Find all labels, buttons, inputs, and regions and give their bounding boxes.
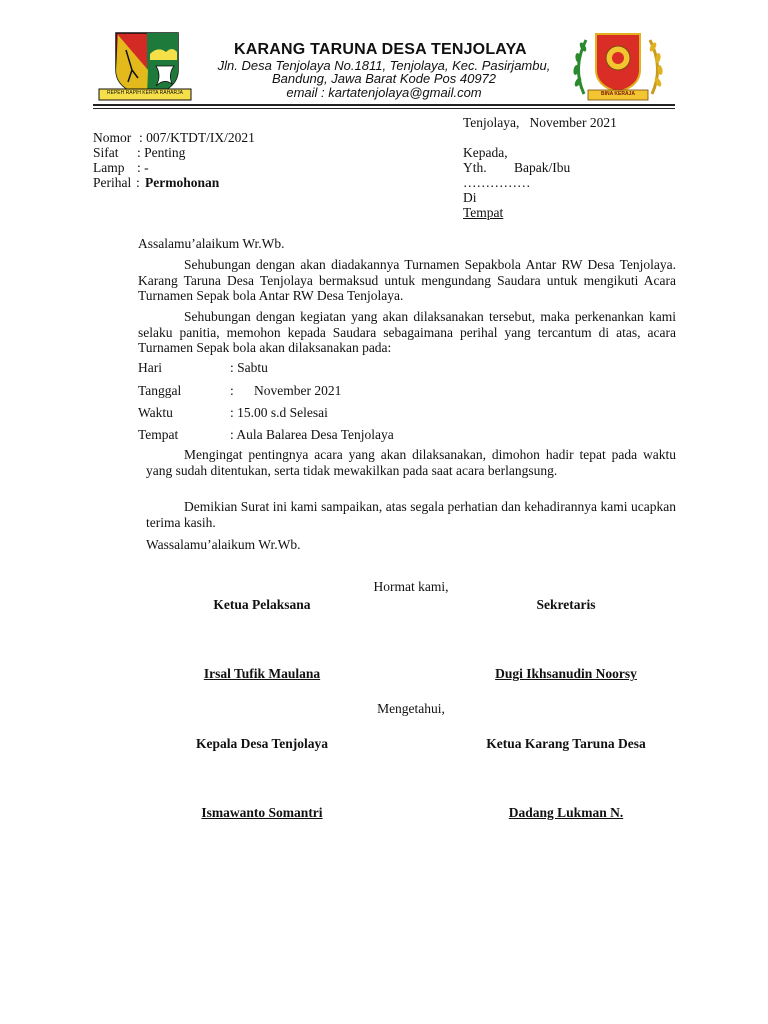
kabupaten-bandung-logo (98, 30, 192, 102)
closing: Wassalamu’alaikum Wr.Wb. (146, 537, 301, 552)
recipient-di: Di (463, 190, 477, 205)
sign-right-name: Dugi Ikhsanudin Noorsy (495, 666, 637, 681)
sign-left-name-2: Ismawanto Somantri (201, 805, 323, 820)
nomor-label: Nomor (93, 130, 132, 145)
address-line-1: Jln. Desa Tenjolaya No.1811, Tenjolaya, Kec. Pasirjambu, (217, 58, 551, 73)
header-rule-thin (93, 108, 675, 109)
hormat-kami: Hormat kami, (373, 579, 449, 594)
mengetahui: Mengetahui, (377, 701, 445, 716)
paragraph-2: Sehubungan dengan kegiatan yang akan dilaksanakan tersebut, maka perkenankan kami selaku panitia, memohon kepada Saudara sebagaimana perihal yang tercantum di atas, acara Turnamen Sepak bola akan dilaksanakan pada: (138, 309, 676, 355)
recipient-kepada: Kepada, (463, 145, 508, 160)
sign-left-name: Irsal Tufik Maulana (203, 666, 321, 681)
sign-left-title: Ketua Pelaksana (213, 597, 311, 612)
sign-right-title: Sekretaris (536, 597, 596, 612)
greeting: Assalamu’alaikum Wr.Wb. (138, 236, 285, 251)
detail-tempat-label: Tempat (138, 427, 179, 442)
detail-waktu-value: : 15.00 s.d Selesai (230, 405, 328, 420)
sifat-value: : Penting (137, 145, 186, 160)
detail-tanggal-value: : November 2021 (230, 383, 342, 398)
perihal-label: Perihal (93, 175, 132, 190)
sign-left-title-2: Kepala Desa Tenjolaya (195, 736, 328, 751)
detail-tempat-value: : Aula Balarea Desa Tenjolaya (230, 427, 394, 442)
recipient-yth: Yth. (463, 160, 487, 175)
recipient-tempat: Tempat (463, 205, 504, 220)
perihal-colon: : (136, 175, 140, 190)
sign-right-name-2: Dadang Lukman N. (508, 805, 624, 820)
detail-hari-label: Hari (138, 360, 162, 375)
address-line-2: Bandung, Jawa Barat Kode Pos 40972 (271, 71, 497, 86)
email-line: email : kartatenjolaya@gmail.com (286, 85, 482, 100)
sign-right-title-2: Ketua Karang Taruna Desa (486, 736, 646, 751)
logo-motto-ribbon: REPEH RAPIH KERTA RAHARJA (107, 90, 183, 96)
org-name: KARANG TARUNA DESA TENJOLAYA (234, 41, 527, 58)
lamp-label: Lamp (93, 160, 125, 175)
header-rule-thick (93, 104, 675, 106)
detail-hari-value: : Sabtu (230, 360, 268, 375)
lamp-value: : - (137, 160, 149, 175)
detail-tanggal-label: Tanggal (138, 383, 182, 398)
perihal-value: Permohonan (145, 175, 220, 190)
nomor-value: : 007/KTDT/IX/2021 (139, 130, 255, 145)
paragraph-3: Mengingat pentingnya acara yang akan dilaksanakan, dimohon hadir tepat pada waktu yang sudah ditentukan, serta tidak mewakilkan pada saat acara berlangsung. (146, 447, 676, 478)
recipient-name: Bapak/Ibu (514, 160, 571, 175)
karang-taruna-logo (570, 28, 666, 104)
paragraph-1: Sehubungan dengan akan diadakannya Turnamen Sepakbola Antar RW Desa Tenjolaya. Karang Taruna Desa Tenjolaya bermaksud untuk mengundang Saudara untuk mengikuti Acara Turnamen Sepak bola Antar RW Desa Tenjolaya. (138, 257, 676, 303)
recipient-dots: …………… (463, 175, 531, 190)
paragraph-4: Demikian Surat ini kami sampaikan, atas segala perhatian dan kehadirannya kami ucapkan terima kasih. (146, 499, 676, 530)
place-date: Tenjolaya, November 2021 (463, 115, 617, 130)
sifat-label: Sifat (93, 145, 119, 160)
logo-motto-ribbon-right: BINA KERAJA (601, 91, 635, 97)
detail-waktu-label: Waktu (138, 405, 173, 420)
